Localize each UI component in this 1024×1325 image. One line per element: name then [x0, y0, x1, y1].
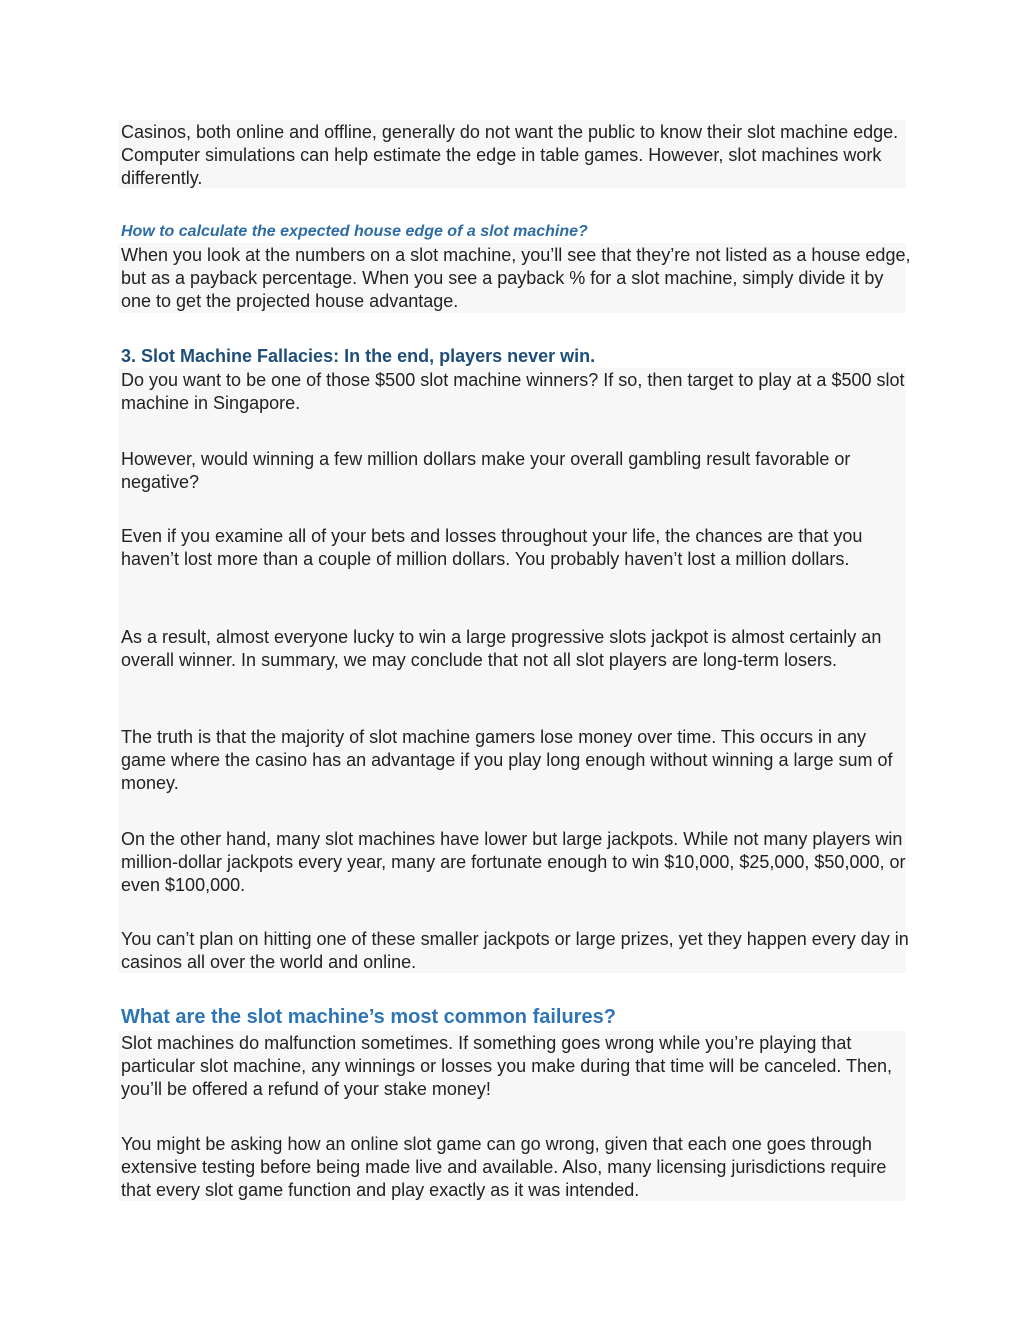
fallacies-paragraph-7: You can’t plan on hitting one of these smaller jackpots or large prizes, yet they happen every day in casinos all over the world and online.	[121, 929, 909, 972]
intro-paragraph: Casinos, both online and offline, generally do not want the public to know their slot machine edge. Computer simulations can help estimate the edge in table games. However, slot machines work differently.	[121, 122, 899, 188]
fallacies-paragraph-2: However, would winning a few million dollars make your overall gambling result favorable or negative?	[121, 449, 851, 492]
fallacies-paragraph-5: The truth is that the majority of slot machine gamers lose money over time. This occurs in any game where the casino has an advantage if you play long enough without winning a large sum of money.	[121, 727, 893, 793]
house-edge-heading: How to calculate the expected house edge of a slot machine?	[121, 223, 588, 240]
fallacies-paragraph-1: Do you want to be one of those $500 slot machine winners? If so, then target to play at a $500 slot machine in Singapore.	[121, 370, 905, 413]
fallacies-heading: 3. Slot Machine Fallacies: In the end, players never win.	[121, 346, 596, 366]
fallacies-paragraph-4: As a result, almost everyone lucky to win a large progressive slots jackpot is almost certainly an overall winner. In summary, we may conclude that not all slot players are long-term losers.	[121, 627, 882, 670]
failures-paragraph-2: You might be asking how an online slot game can go wrong, given that each one goes through extensive testing before being made live and available. Also, many licensing jurisdictions require that every slot game function and play exactly as it was intended.	[121, 1134, 887, 1200]
fallacies-paragraph-3: Even if you examine all of your bets and losses throughout your life, the chances are that you haven’t lost more than a couple of million dollars. You probably haven’t lost a million dollars.	[121, 526, 863, 569]
fallacies-paragraph-6: On the other hand, many slot machines have lower but large jackpots. While not many players win million-dollar jackpots every year, many are fortunate enough to win $10,000, $25,000, $50,000, or even $100,000.	[121, 829, 906, 895]
house-edge-paragraph: When you look at the numbers on a slot machine, you’ll see that they’re not listed as a house edge, but as a payback percentage. When you see a payback % for a slot machine, simply divide it by one to get the projected house advantage.	[121, 245, 911, 311]
failures-heading: What are the slot machine’s most common failures?	[121, 1006, 616, 1028]
failures-paragraph-1: Slot machines do malfunction sometimes. If something goes wrong while you’re playing that particular slot machine, any winnings or losses you make during that time will be canceled. Then, you’ll be offered a refund of your stake money!	[121, 1033, 893, 1099]
